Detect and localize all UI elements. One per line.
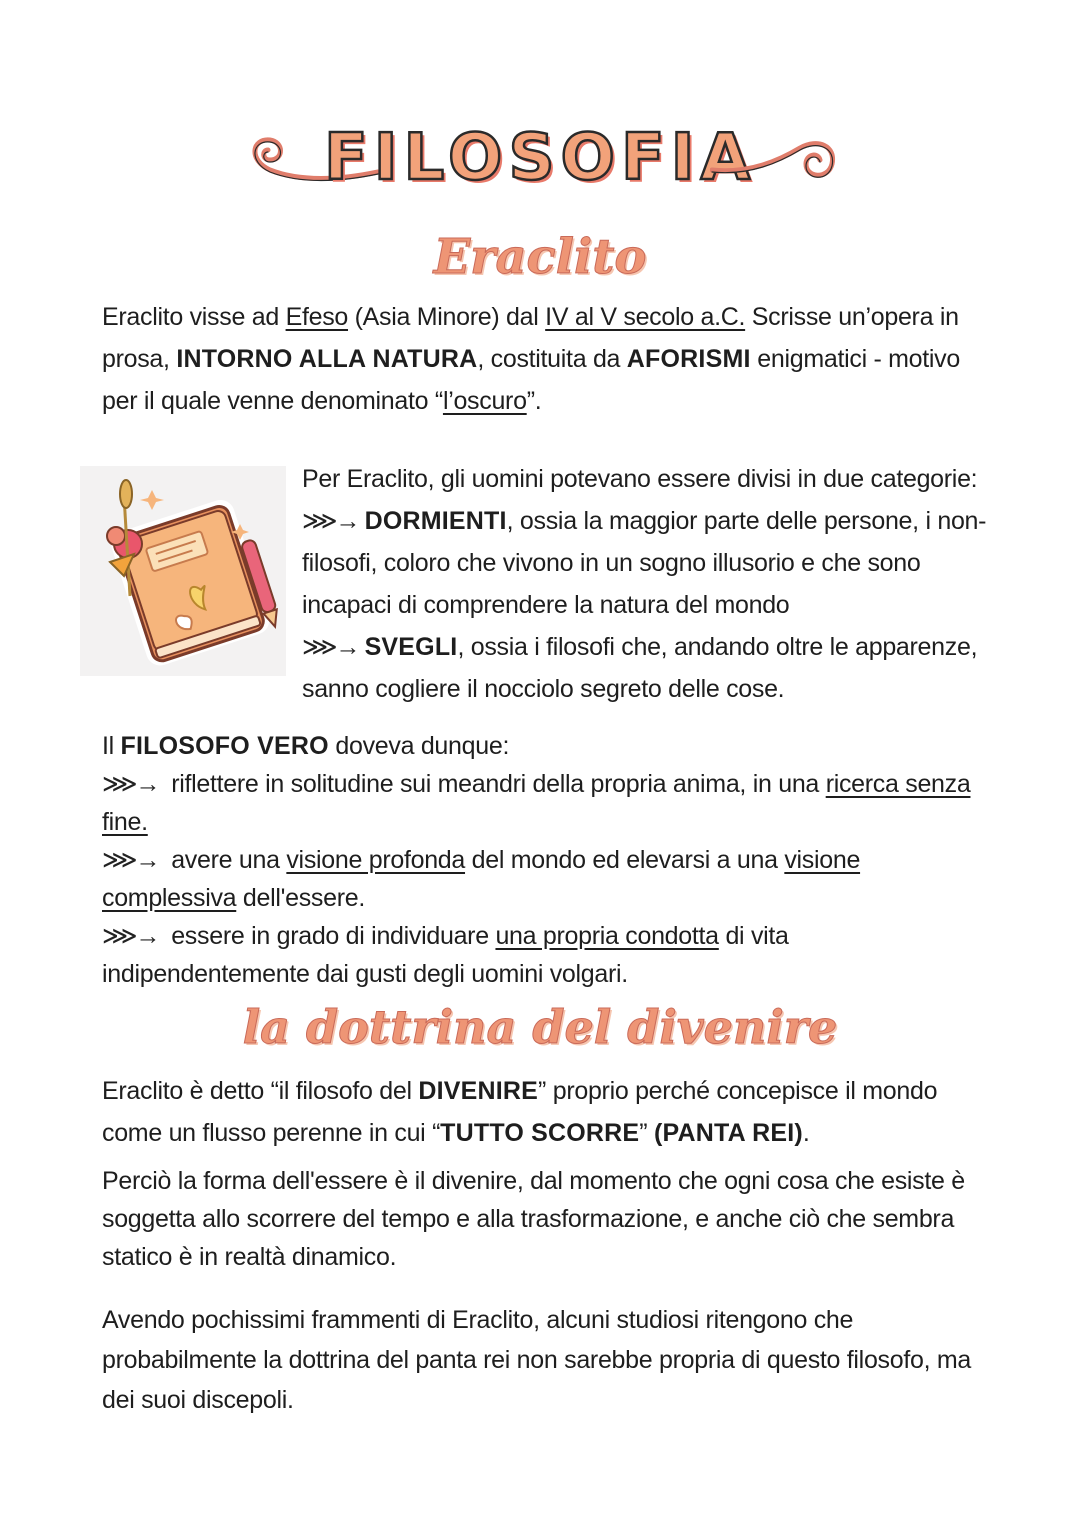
text: (Asia Minore) dal (348, 303, 546, 331)
text: di vita indipendentemente dai gusti degli uomini volgari. (102, 922, 789, 988)
arrow-bullet-icon: ⋙→ (302, 507, 359, 535)
bold-text: AFORISMI (626, 345, 751, 373)
text: , costituita da (477, 345, 627, 373)
text: Eraclito è detto “il filosofo del (102, 1077, 419, 1105)
arrow-bullet-icon: ⋙→ (102, 846, 159, 874)
section-heading-dottrina: la dottrina del divenire (242, 1000, 838, 1054)
underlined-text: una propria condotta (495, 922, 719, 950)
intro-paragraph (102, 296, 982, 422)
swirl-icon (710, 130, 840, 190)
page-title: FILOSOFIA (324, 121, 756, 195)
filosofo-lead (102, 727, 982, 765)
notebook-with-flowers-icon (80, 466, 286, 676)
underlined-text: l’oscuro (442, 387, 527, 415)
arrow-bullet-icon: ⋙→ (302, 633, 359, 661)
section-heading-eraclito: Eraclito (433, 229, 647, 285)
text: avere una (164, 846, 287, 874)
categories-paragraph (302, 458, 992, 710)
list-item (102, 841, 982, 917)
arrow-bullet-icon: ⋙→ (102, 770, 159, 798)
bold-text: DIVENIRE (418, 1077, 539, 1105)
frammenti-paragraph: Avendo pochissimi frammenti di Eraclito, alcuni studiosi ritengono che probabilmente la dottrina del panta rei non sarebbe propria di questo filosofo, ma dei suoi discepoli. (102, 1306, 972, 1414)
text: . (802, 1119, 810, 1147)
categories-lead: Per Eraclito, gli uomini potevano essere divisi in due categorie: (302, 465, 978, 493)
text: Il (102, 732, 121, 760)
text: del mondo ed elevarsi a una (465, 846, 785, 874)
bold-text: (PANTA REI) (653, 1119, 803, 1147)
bold-text: TUTTO SCORRE (440, 1119, 640, 1147)
text: riflettere in solitudine sui meandri della propria anima, in una (164, 770, 826, 798)
text: ” proprio perché concepisce il mondo come un flusso perenne in cui “ (102, 1077, 938, 1147)
divenire-paragraph (102, 1070, 982, 1154)
list-item (302, 626, 992, 710)
page-title-block (240, 110, 840, 210)
list-item (302, 500, 992, 626)
bold-text: SVEGLI (364, 633, 458, 661)
underlined-text: Efeso (285, 303, 349, 331)
text: doveva dunque: (328, 732, 510, 760)
text: Scrisse un’opera in prosa, (102, 303, 959, 373)
underlined-text: visione profonda (286, 846, 466, 874)
list-item (102, 917, 982, 993)
list-item (102, 765, 982, 841)
text: Eraclito visse ad (102, 303, 286, 331)
essere-paragraph: Perciò la forma dell'essere è il divenire, dal momento che ogni cosa che esiste è soggetta allo scorrere del tempo e alla trasformazione, e anche ciò che sembra statico è in realtà dinamico. (102, 1167, 965, 1271)
text: ”. (526, 387, 542, 415)
bold-text: INTORNO ALLA NATURA (176, 345, 478, 373)
bold-text: FILOSOFO VERO (120, 732, 329, 760)
text: enigmatici - motivo per il quale venne denominato “ (102, 345, 960, 415)
text: , ossia i filosofi che, andando oltre le apparenze, sanno cogliere il nocciolo segreto delle cose. (302, 633, 978, 703)
underlined-text: visione complessiva (102, 846, 861, 912)
text: essere in grado di individuare (164, 922, 496, 950)
underlined-text: IV al V secolo a.C. (545, 303, 746, 331)
text: , ossia la maggior parte delle persone, i non-filosofi, coloro che vivono in un sogno illusorio e che sono incapaci di comprendere la natura del mondo (302, 507, 987, 619)
underlined-text: ricerca senza fine. (102, 770, 971, 836)
bold-text: DORMIENTI (364, 507, 507, 535)
text: ” (639, 1119, 654, 1147)
arrow-bullet-icon: ⋙→ (102, 922, 159, 950)
filosofo-vero-paragraph (102, 727, 982, 993)
text: dell'essere. (236, 884, 365, 912)
